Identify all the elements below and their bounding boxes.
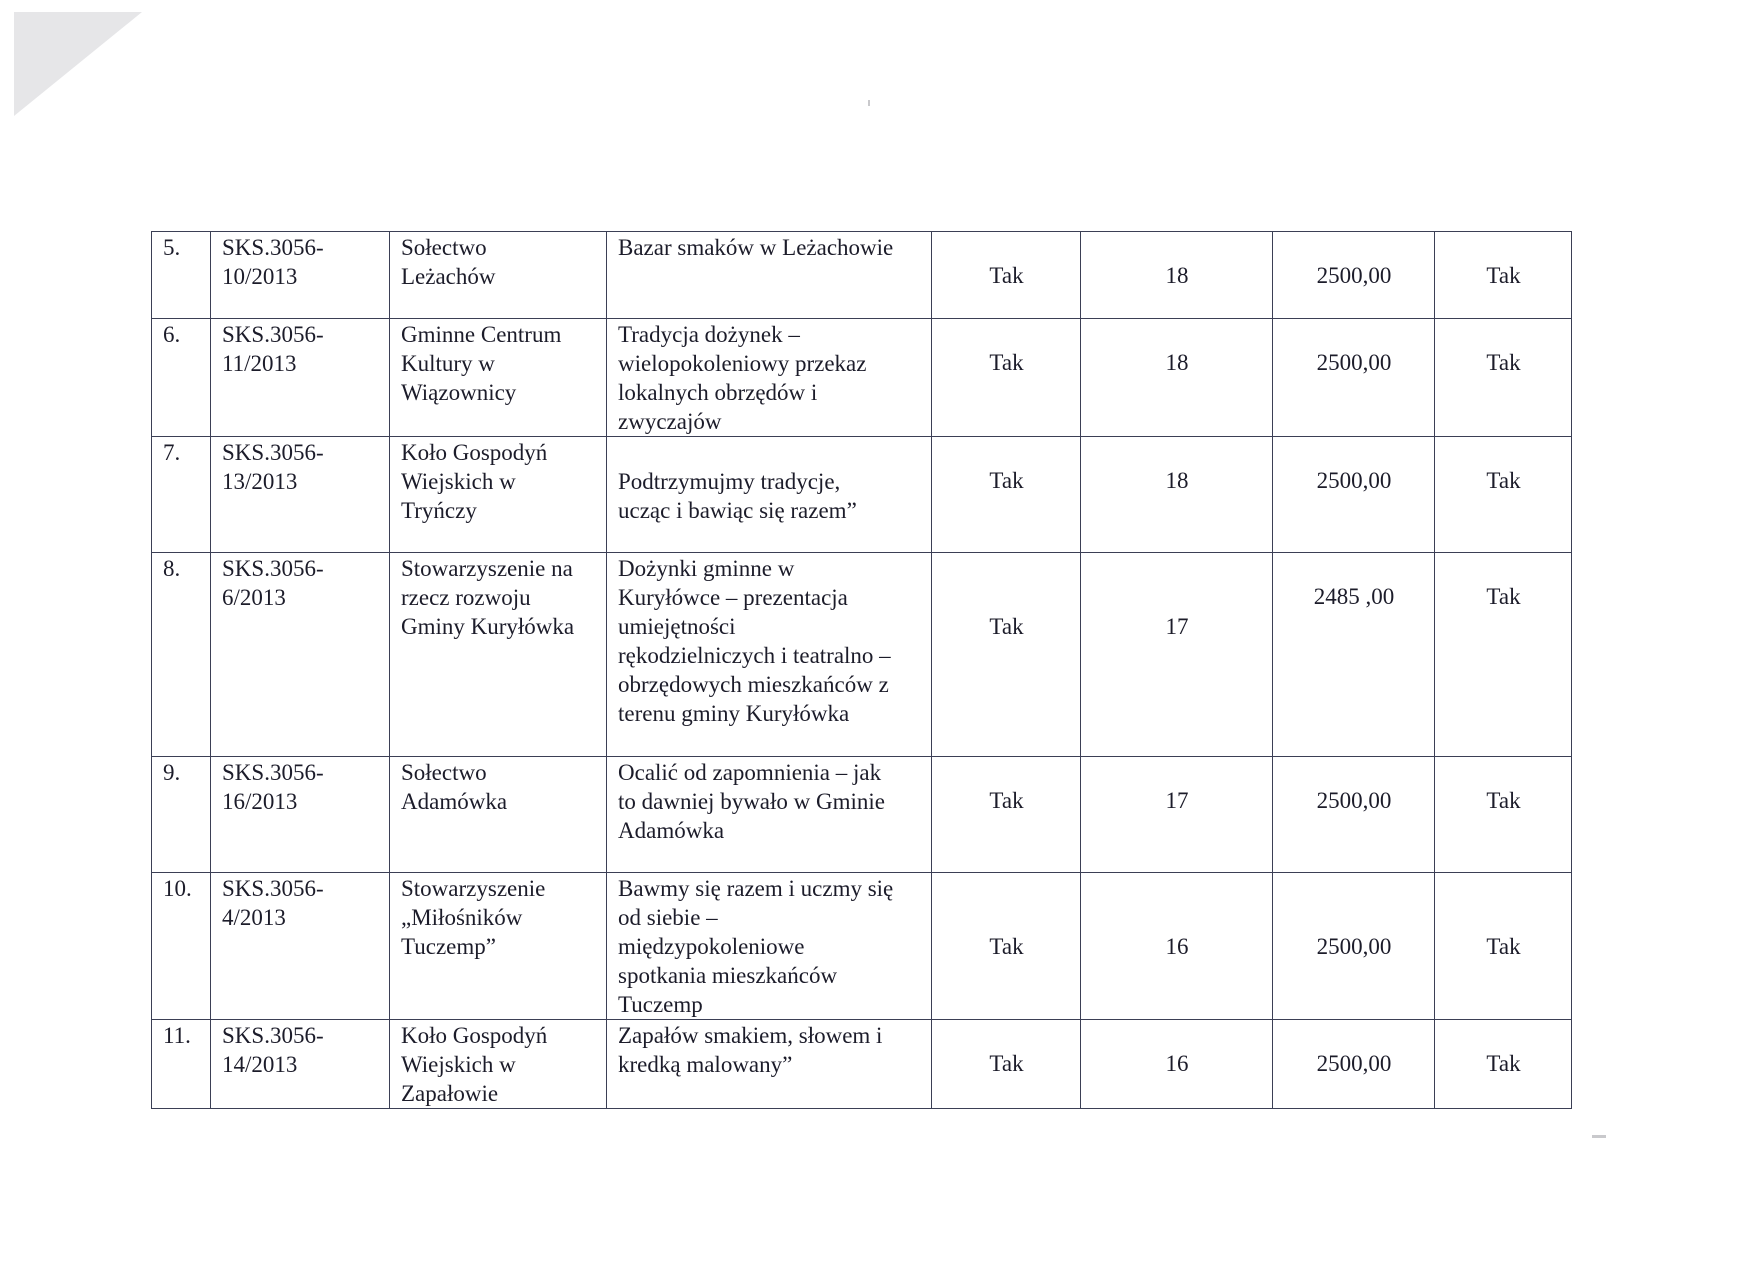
reference-text: SKS.3056- 6/2013 — [222, 556, 324, 610]
eligibility-cell: Tak — [932, 553, 1081, 757]
table-row — [152, 1020, 1572, 1109]
reference-number — [211, 319, 390, 437]
approval-cell: Tak — [1435, 232, 1572, 319]
project-title — [607, 757, 932, 873]
reference-text: SKS.3056- 13/2013 — [222, 440, 324, 494]
reference-number — [211, 873, 390, 1020]
amount-cell: 2500,00 — [1273, 232, 1435, 319]
project-title-text: Zapałów smakiem, słowem i kredką malowany” — [618, 1023, 883, 1077]
points-cell: 16 — [1081, 1020, 1273, 1109]
grants-table-body — [152, 232, 1572, 1109]
applicant-text: Sołectwo Leżachów — [401, 235, 496, 289]
project-title — [607, 232, 932, 319]
approval-cell: Tak — [1435, 757, 1572, 873]
table-row — [152, 757, 1572, 873]
row-number: 9. — [152, 757, 211, 873]
amount-cell: 2500,00 — [1273, 437, 1435, 553]
row-number: 5. — [152, 232, 211, 319]
reference-text: SKS.3056- 11/2013 — [222, 322, 324, 376]
applicant-name — [390, 1020, 607, 1109]
grants-table — [151, 231, 1572, 1109]
approval-cell: Tak — [1435, 553, 1572, 757]
reference-number — [211, 757, 390, 873]
applicant-text: Stowarzyszenie „Miłośników Tuczemp” — [401, 876, 546, 959]
reference-text: SKS.3056- 14/2013 — [222, 1023, 324, 1077]
table-row — [152, 553, 1572, 757]
reference-number — [211, 437, 390, 553]
amount-cell: 2500,00 — [1273, 757, 1435, 873]
eligibility-cell: Tak — [932, 757, 1081, 873]
project-title-text: Bawmy się razem i uczmy się od siebie – międzypokoleniowe spotkania mieszkańców Tuczemp — [618, 876, 894, 1017]
eligibility-cell: Tak — [932, 437, 1081, 553]
points-cell: 16 — [1081, 873, 1273, 1020]
applicant-name — [390, 319, 607, 437]
eligibility-cell: Tak — [932, 1020, 1081, 1109]
amount-cell: 2500,00 — [1273, 873, 1435, 1020]
reference-text: SKS.3056- 4/2013 — [222, 876, 324, 930]
points-cell: 18 — [1081, 232, 1273, 319]
scan-speck — [868, 100, 870, 106]
project-title-text: Ocalić od zapomnienia – jak to dawniej bywało w Gminie Adamówka — [618, 760, 886, 843]
project-title-text: Dożynki gminne w Kuryłówce – prezentacja umiejętności rękodzielniczych i teatralno – obrzędowych mieszkańców z terenu gminy Kuryłówka — [618, 556, 891, 726]
project-title — [607, 553, 932, 757]
row-number: 7. — [152, 437, 211, 553]
project-title — [607, 437, 932, 553]
applicant-text: Koło Gospodyń Wiejskich w Zapałowie — [401, 1023, 548, 1106]
points-cell: 18 — [1081, 437, 1273, 553]
points-cell: 17 — [1081, 757, 1273, 873]
row-number: 10. — [152, 873, 211, 1020]
reference-text: SKS.3056- 16/2013 — [222, 760, 324, 814]
applicant-text: Stowarzyszenie na rzecz rozwoju Gminy Kuryłówka — [401, 556, 575, 639]
points-cell: 17 — [1081, 553, 1273, 757]
reference-number — [211, 232, 390, 319]
reference-number — [211, 553, 390, 757]
scan-corner-fold — [14, 12, 142, 116]
project-title-text: Podtrzymujmy tradycje, ucząc i bawiąc się razem” — [618, 469, 857, 523]
project-title — [607, 319, 932, 437]
applicant-name — [390, 553, 607, 757]
project-title-text: Bazar smaków w Leżachowie — [618, 235, 894, 260]
applicant-text: Gminne Centrum Kultury w Wiązownicy — [401, 322, 562, 405]
row-number: 11. — [152, 1020, 211, 1109]
applicant-name — [390, 437, 607, 553]
applicant-name — [390, 757, 607, 873]
project-title — [607, 1020, 932, 1109]
table-row — [152, 319, 1572, 437]
project-title — [607, 873, 932, 1020]
applicant-name — [390, 873, 607, 1020]
amount-cell: 2485 ,00 — [1273, 553, 1435, 757]
table-row — [152, 437, 1572, 553]
reference-text: SKS.3056- 10/2013 — [222, 235, 324, 289]
row-number: 6. — [152, 319, 211, 437]
amount-cell: 2500,00 — [1273, 1020, 1435, 1109]
approval-cell: Tak — [1435, 437, 1572, 553]
project-title-text: Tradycja dożynek – wielopokoleniowy przekaz lokalnych obrzędów i zwyczajów — [618, 322, 867, 434]
table-row — [152, 232, 1572, 319]
reference-number — [211, 1020, 390, 1109]
amount-cell: 2500,00 — [1273, 319, 1435, 437]
approval-cell: Tak — [1435, 319, 1572, 437]
eligibility-cell: Tak — [932, 319, 1081, 437]
approval-cell: Tak — [1435, 1020, 1572, 1109]
applicant-name — [390, 232, 607, 319]
applicant-text: Sołectwo Adamówka — [401, 760, 508, 814]
table-row — [152, 873, 1572, 1020]
eligibility-cell: Tak — [932, 873, 1081, 1020]
approval-cell: Tak — [1435, 873, 1572, 1020]
scan-speck — [1592, 1135, 1606, 1138]
applicant-text: Koło Gospodyń Wiejskich w Tryńczy — [401, 440, 548, 523]
eligibility-cell: Tak — [932, 232, 1081, 319]
points-cell: 18 — [1081, 319, 1273, 437]
row-number: 8. — [152, 553, 211, 757]
